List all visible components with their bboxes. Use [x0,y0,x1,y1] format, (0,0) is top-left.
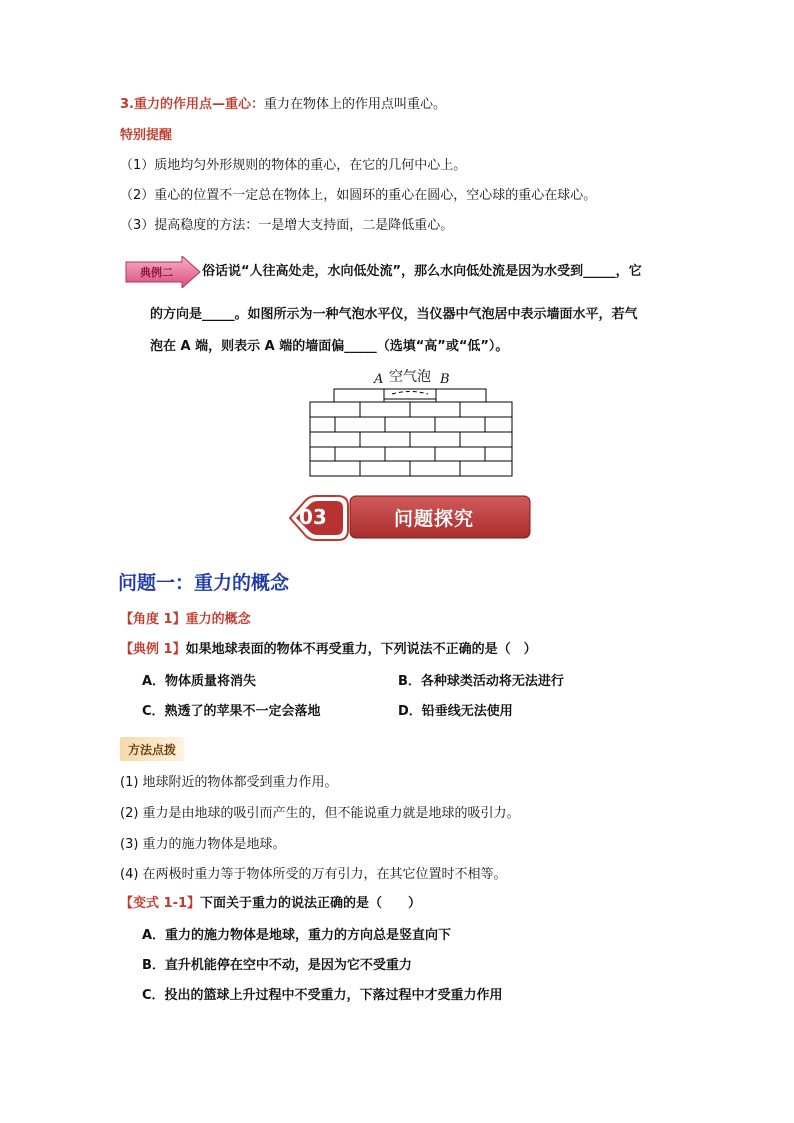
method-point: (2) 重力是由地球的吸引而产生的，但不能说重力就是地球的吸引力。 [120,806,520,821]
method-point: (3) 重力的施力物体是地球。 [120,837,286,852]
example-2-line-1: 俗话说“人往高处走，水向低处流”，那么水向低处流是因为水受到_____，它 [202,264,642,279]
example-2-tag-label: 典例二 [140,266,173,279]
example-1-tag: 【典例 1】 [120,642,186,657]
reminder-item: （3）提高稳度的方法：一是增大支持面，二是降低重心。 [120,218,454,233]
variant-option: C．投出的篮球上升过程中不受重力，下落过程中才受重力作用 [142,988,503,1003]
variant-1-1-tag: 【变式 1-1】 [120,896,201,911]
section-3-heading: 3.重力的作用点—重心： [120,97,264,112]
section-3-body: 重力在物体上的作用点叫重心。 [263,97,446,112]
bubble-level-figure [300,364,520,480]
example-2-tag [124,256,202,292]
option-c: C．熟透了的苹果不一定会落地 [142,704,321,719]
variant-option: B．直升机能停在空中不动，是因为它不受重力 [142,958,412,973]
option-b: B．各种球类活动将无法进行 [398,674,564,689]
variant-1-1-line [120,895,421,913]
brick-wall-icon [300,364,520,480]
example-1-line [120,641,537,659]
method-point: (1) 地球附近的物体都受到重力作用。 [120,775,338,790]
section-3 [120,96,446,114]
method-tag [120,737,184,761]
label-b: B [440,372,450,387]
banner-title: 问题探究 [394,508,475,530]
variant-1-1-text: 下面关于重力的说法正确的是（ ） [200,896,422,911]
example-2-line-3: 泡在 A 端，则表示 A 端的墙面偏_____（选填“高”或“低”）。 [150,339,509,354]
special-reminder-label: 特别提醒 [120,128,173,143]
angle-1-text: 重力的概念 [185,612,251,627]
method-tag-label: 方法点拨 [128,743,177,757]
option-d: D．铅垂线无法使用 [398,704,513,719]
reminder-item: （2）重心的位置不一定总在物体上，如圆环的重心在圆心，空心球的重心在球心。 [120,188,597,203]
section-banner [286,492,532,544]
angle-1-line [120,611,251,629]
variant-option: A．重力的施力物体是地球，重力的方向总是竖直向下 [142,928,452,943]
method-point: (4) 在两极时重力等于物体所受的万有引力，在其它位置时不相等。 [120,867,507,882]
problem-1-title: 问题一：重力的概念 [118,572,290,594]
reminder-item: （1）质地均匀外形规则的物体的重心，在它的几何中心上。 [120,158,467,173]
label-a: A [374,372,384,387]
option-a: A．物体质量将消失 [142,674,257,689]
example-2-line-2: 的方向是_____。如图所示为一种气泡水平仪，当仪器中气泡居中表示墙面水平，若气 [150,307,638,322]
example-1-text: 如果地球表面的物体不再受重力，下列说法不正确的是（ ） [185,642,537,657]
angle-1-tag: 【角度 1】 [120,612,186,627]
label-bubble: 空气泡 [389,369,431,385]
banner-number: 03 [299,505,327,529]
